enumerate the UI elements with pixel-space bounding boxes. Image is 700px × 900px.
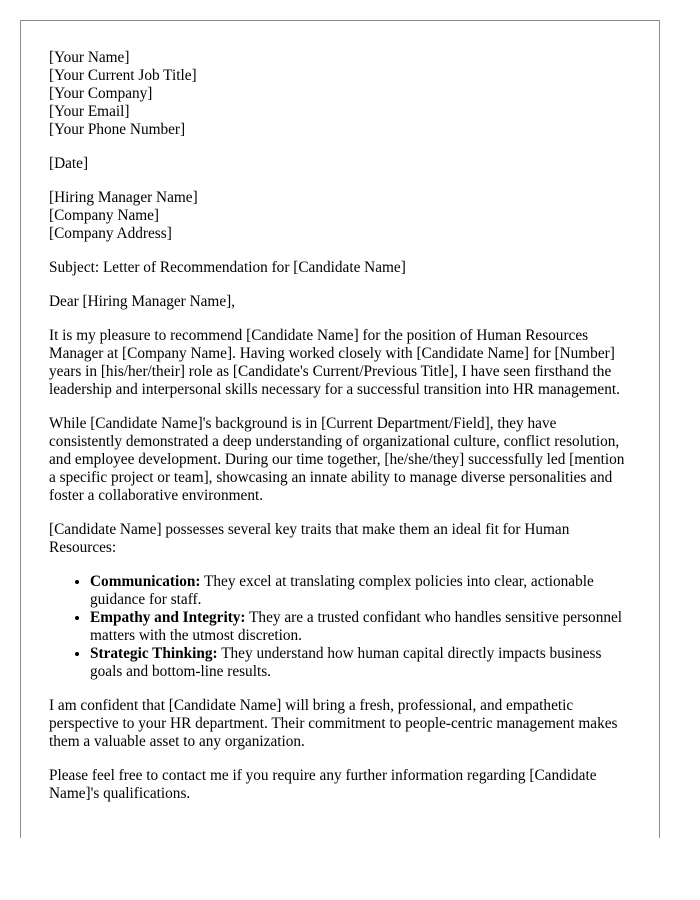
recipient-company: [Company Name]	[49, 207, 160, 224]
sender-phone: [Your Phone Number]	[49, 121, 186, 138]
recipient-block	[49, 189, 631, 243]
list-item	[90, 609, 631, 645]
sender-job-title: [Your Current Job Title]	[49, 67, 197, 84]
list-item	[90, 573, 631, 609]
closing-paragraph: Please feel free to contact me if you require any further information regarding [Candidate Name]'s qualifications.	[49, 767, 597, 802]
recipient-address: [Company Address]	[49, 225, 172, 242]
body-paragraph: While [Candidate Name]'s background is in [Current Department/Field], they have consistently demonstrated a deep understanding of organizational culture, conflict resolution, and employee development. During our time together, [he/she/they] successfully led [mention a specific project or team], showcasing an innate ability to manage diverse personalities and foster a collaborative environment.	[49, 415, 625, 504]
recipient-name: [Hiring Manager Name]	[49, 189, 198, 206]
trait-text: They understand how human capital directly impacts business goals and bottom-line results.	[90, 645, 602, 680]
body-paragraph: [Candidate Name] possesses several key traits that make them an ideal fit for Human Resources:	[49, 521, 570, 556]
sender-company: [Your Company]	[49, 85, 153, 102]
list-item	[90, 645, 631, 681]
trait-label: Empathy and Integrity:	[90, 609, 246, 626]
trait-text: They are a trusted confidant who handles sensitive personnel matters with the utmost discretion.	[90, 609, 623, 644]
subject-line: Subject: Letter of Recommendation for [Candidate Name]	[49, 259, 406, 276]
trait-label: Communication:	[90, 573, 201, 590]
traits-list	[49, 573, 631, 681]
date-line: [Date]	[49, 155, 89, 172]
sender-block	[49, 49, 631, 139]
closing-paragraph: I am confident that [Candidate Name] will bring a fresh, professional, and empathetic perspective to your HR department. Their commitment to people-centric management makes them a valuable asset to any organization.	[49, 697, 618, 750]
trait-text: They excel at translating complex policies into clear, actionable guidance for staff.	[90, 573, 594, 608]
letter-page	[20, 20, 660, 838]
body-paragraph: It is my pleasure to recommend [Candidate Name] for the position of Human Resources Manager at [Company Name]. Having worked closely with [Candidate Name] for [Number] years in [his/her/their] role as [Candidate's Current/Previous Title], I have seen firsthand the leadership and interpersonal skills necessary for a successful transition into HR management.	[49, 327, 620, 398]
sender-email: [Your Email]	[49, 103, 130, 120]
letter-content	[21, 21, 659, 803]
salutation: Dear [Hiring Manager Name],	[49, 293, 236, 310]
trait-label: Strategic Thinking:	[90, 645, 218, 662]
sender-name: [Your Name]	[49, 49, 130, 66]
